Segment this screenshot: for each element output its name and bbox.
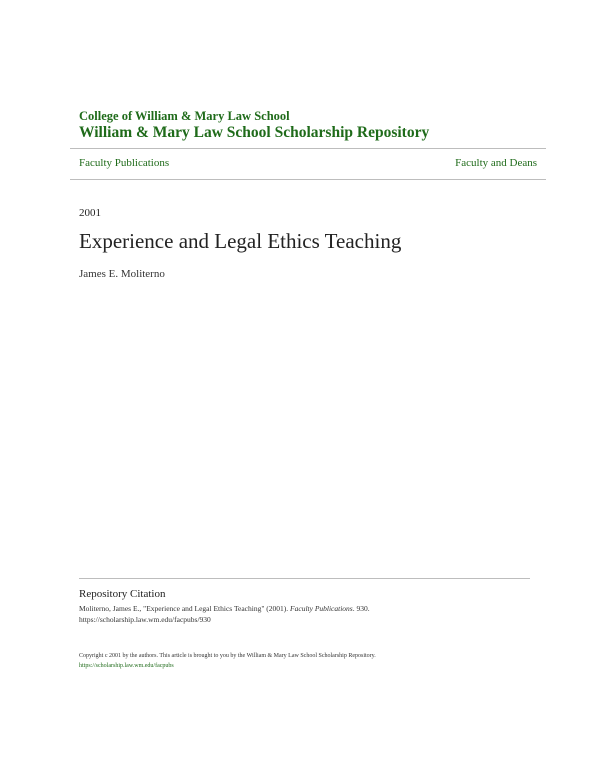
article-author: James E. Moliterno [79,268,165,280]
citation-url: https://scholarship.law.wm.edu/facpubs/930 [79,615,211,624]
copyright-text: Copyright c 2001 by the authors. This article is brought to you by the William & Mary Law School Scholarship Repository. [79,653,376,659]
nav-bottom-divider [70,179,546,180]
citation-heading: Repository Citation [79,588,166,600]
header-block [79,109,549,142]
publication-year: 2001 [79,207,101,219]
collection-link[interactable]: https://scholarship.law.wm.edu/facpubs [79,663,174,669]
citation-divider [79,578,530,579]
citation-publication: Faculty Publications [290,604,353,613]
nav-top-divider [70,148,546,149]
school-name: College of William & Mary Law School [79,109,290,123]
article-title: Experience and Legal Ethics Teaching [79,229,402,253]
faculty-publications-link[interactable]: Faculty Publications [79,157,170,169]
repository-name[interactable]: William & Mary Law School Scholarship Repository [79,124,430,141]
copyright-notice [79,651,519,671]
citation-text-before: Moliterno, James E., "Experience and Legal Ethics Teaching" (2001). [79,604,291,613]
citation-text [79,603,519,625]
faculty-and-deans-link[interactable]: Faculty and Deans [455,157,537,169]
citation-text-after: . 930. [352,604,370,613]
